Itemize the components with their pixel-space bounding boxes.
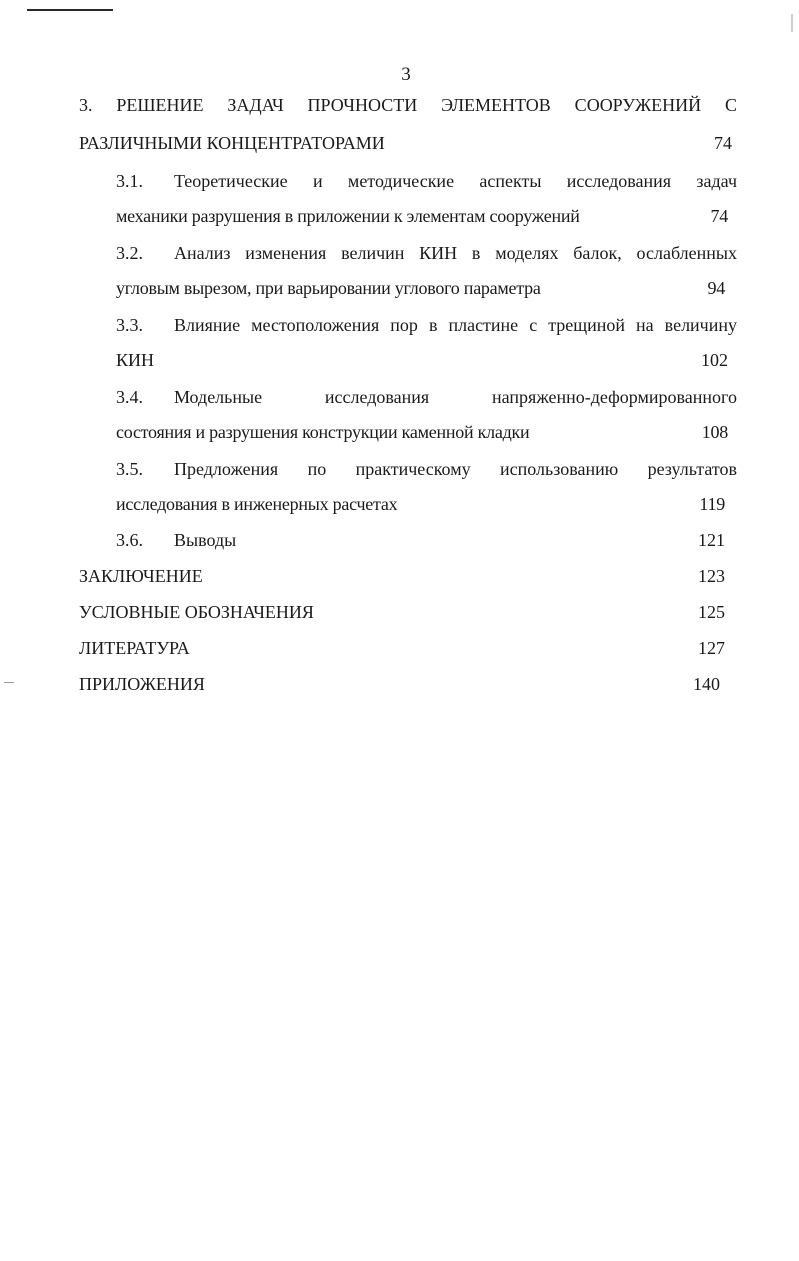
toc-section-title: Теоретические и методические аспекты исследования задач xyxy=(174,171,737,191)
toc-section-entry xyxy=(116,527,737,553)
toc-chapter-title-line2: РАЗЛИЧНЫМИ КОНЦЕНТРАТОРАМИ xyxy=(79,133,385,153)
toc-entry xyxy=(79,563,737,589)
toc-section-entry xyxy=(116,275,737,301)
toc-section-line xyxy=(116,456,737,482)
toc-section-line xyxy=(116,168,737,194)
toc-page-number: 119 xyxy=(699,494,725,514)
toc-section-title: Влияние местоположения пор в пластине с трещиной на величину xyxy=(174,315,737,335)
toc-page-number: 125 xyxy=(698,602,725,622)
toc-section-number: 3.3. xyxy=(116,315,143,335)
toc-section-entry xyxy=(116,419,737,445)
toc-page-number: 94 xyxy=(707,278,725,298)
toc-section-title-cont: угловым вырезом, при варьировании углового параметра xyxy=(116,278,541,298)
page-number: 3 xyxy=(401,64,411,85)
toc-section-number: 3.6. xyxy=(116,530,143,550)
toc-section-title-cont: состояния и разрушения конструкции каменной кладки xyxy=(116,422,530,442)
toc-section-title-cont: исследования в инженерных расчетах xyxy=(116,494,398,514)
toc-page-number: 108 xyxy=(701,422,728,442)
toc-section-line xyxy=(116,240,737,266)
toc-section-entry xyxy=(116,203,737,229)
toc-page-number: 127 xyxy=(698,638,725,658)
toc-section-title: Предложения по практическому использованию результатов xyxy=(174,459,737,479)
toc-section-title: Модельные исследования напряженно-деформированного xyxy=(174,387,737,407)
toc-entry-title: УСЛОВНЫЕ ОБОЗНАЧЕНИЯ xyxy=(79,602,314,622)
toc-section-title-cont: механики разрушения в приложении к элементам сооружений xyxy=(116,206,580,226)
scan-artifact-mark xyxy=(791,14,793,32)
toc-chapter-entry xyxy=(79,130,737,156)
toc-entry-title: ПРИЛОЖЕНИЯ xyxy=(79,674,205,694)
toc-section-number: 3.2. xyxy=(116,243,143,263)
toc-section-entry xyxy=(116,491,737,517)
toc-entry xyxy=(79,671,737,697)
toc-entry-title: ЛИТЕРАТУРА xyxy=(79,638,190,658)
toc-section-entry xyxy=(116,347,737,373)
toc-entry-title: ЗАКЛЮЧЕНИЕ xyxy=(79,566,203,586)
toc-section-title: Выводы xyxy=(174,530,237,550)
toc-page-number: 74 xyxy=(710,206,728,226)
toc-section-line xyxy=(116,312,737,338)
toc-section-number: 3.1. xyxy=(116,171,143,191)
toc-section-number: 3.4. xyxy=(116,387,143,407)
toc-chapter-title-line1: 3. РЕШЕНИЕ ЗАДАЧ ПРОЧНОСТИ ЭЛЕМЕНТОВ СООРУЖЕНИЙ С xyxy=(79,95,737,115)
toc-page-number: 74 xyxy=(714,133,732,153)
toc-page-number: 140 xyxy=(693,674,720,694)
scan-artifact-line xyxy=(27,9,113,11)
toc-page-number: 121 xyxy=(698,530,725,550)
toc-section-line xyxy=(116,384,737,410)
toc-page-number: 123 xyxy=(698,566,725,586)
scan-artifact-mark xyxy=(4,682,14,683)
toc-section-number: 3.5. xyxy=(116,459,143,479)
toc-section-title-cont: КИН xyxy=(116,350,155,370)
toc-entry xyxy=(79,599,737,625)
toc-entry xyxy=(79,635,737,661)
toc-section-title: Анализ изменения величин КИН в моделях балок, ослабленных xyxy=(174,243,737,263)
toc-page-number: 102 xyxy=(701,350,728,370)
